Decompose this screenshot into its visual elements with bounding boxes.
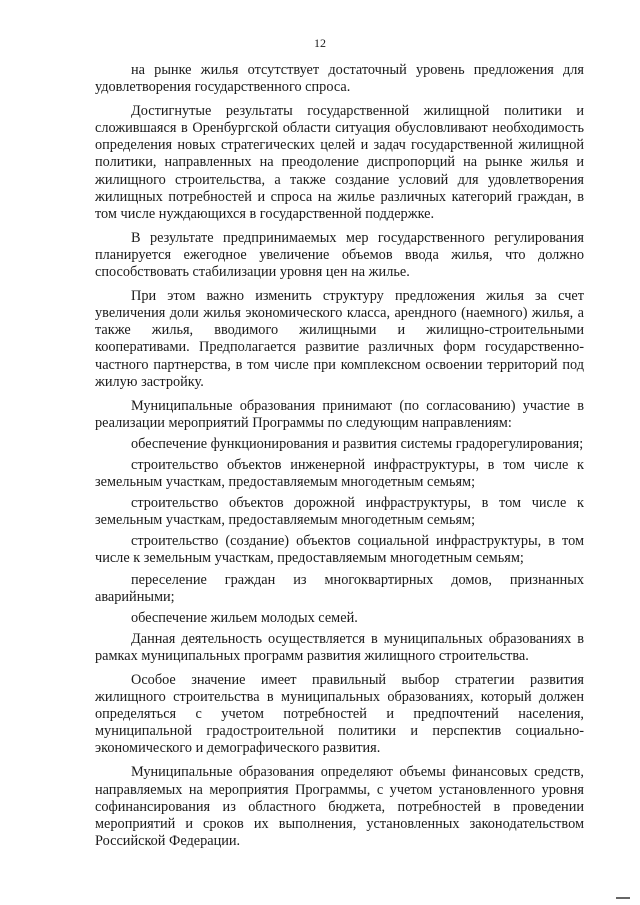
paragraph: Муниципальные образования принимают (по согласованию) участие в реализации мероприятий Программы по следующим направлениям:	[95, 397, 584, 431]
scan-mark	[616, 897, 630, 899]
page-number: 12	[314, 36, 326, 50]
paragraph: При этом важно изменить структуру предложения жилья за счет увеличения доли жилья экономического класса, арендного (наемного) жилья, а также жилья, вводимого жилищными и жилищно-строительными кооперативами. Предполагается развитие различных форм государственно-частного партнерства, в том числе при комплексном освоении территорий под жилую застройку.	[95, 288, 584, 390]
paragraph: Данная деятельность осуществляется в муниципальных образованиях в рамках муниципальных программ развития жилищного строительства.	[95, 630, 584, 664]
paragraph: Особое значение имеет правильный выбор стратегии развития жилищного строительства в муниципальных образованиях, который должен определяться с учетом потребностей и предпочтений населения, муниципальной градостроительной политики и перспектив социально-экономического и демографического развития.	[95, 672, 584, 757]
directions-list	[95, 436, 584, 627]
paragraph: Муниципальные образования определяют объемы финансовых средств, направляемых на мероприятия Программы, с учетом установленного уровня софинансирования из областного бюджета, потребностей в проведении мероприятий и сроков их выполнения, установленных законодательством Российской Федерации.	[95, 764, 584, 849]
paragraph: Достигнутые результаты государственной жилищной политики и сложившаяся в Оренбургской области ситуация обусловливают необходимость определения новых стратегических целей и задач государственной жилищной политики, направленных на преодоление диспропорций на рынке жилья и жилищного строительства, а также создание условий для удовлетворения жилищных потребностей и спроса на жилье различных категорий граждан, в том числе нуждающихся в государственной поддержке.	[95, 103, 584, 222]
list-item: строительство объектов инженерной инфраструктуры, в том числе к земельным участкам, предоставляемым многодетным семьям;	[95, 456, 584, 491]
list-item: обеспечение функционирования и развития системы градорегулирования;	[131, 435, 584, 452]
paragraph: В результате предпринимаемых мер государственного регулирования планируется ежегодное увеличение объемов ввода жилья, что должно способствовать стабилизации уровня цен на жилье.	[95, 229, 584, 281]
body-text	[95, 62, 584, 857]
paragraph-continuation: на рынке жилья отсутствует достаточный уровень предложения для удовлетворения государственного спроса.	[95, 62, 584, 96]
list-item: строительство объектов дорожной инфраструктуры, в том числе к земельным участкам, предоставляемым многодетным семьям;	[95, 495, 584, 529]
list-item: переселение граждан из многоквартирных домов, признанных аварийными;	[95, 571, 584, 605]
list-item: строительство (создание) объектов социальной инфраструктуры, в том числе к земельным участкам, предоставляемым многодетным семьям;	[95, 533, 584, 567]
list-item: обеспечение жильем молодых семей.	[131, 609, 358, 626]
